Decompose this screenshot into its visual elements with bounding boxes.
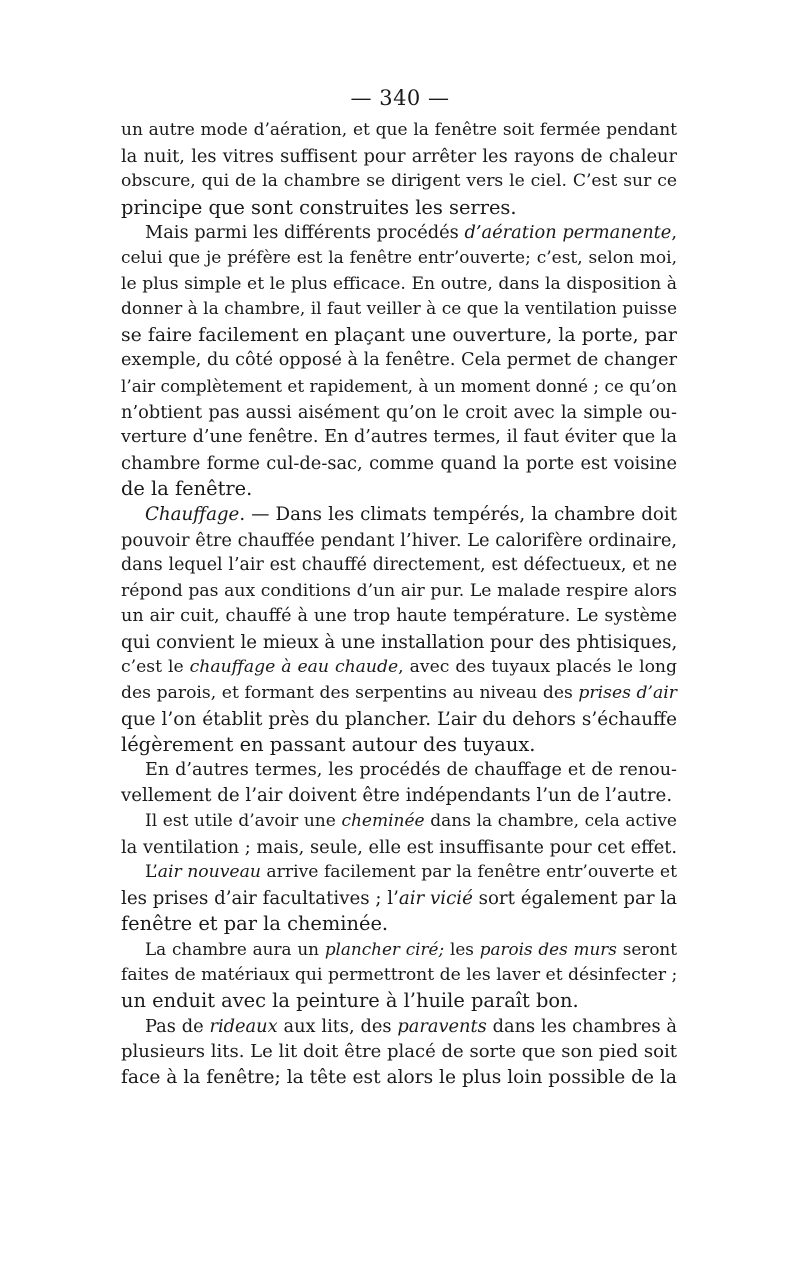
italic-text: cheminée: [341, 811, 425, 832]
text-run: les prises d’air facultatives ; l’: [121, 887, 399, 909]
text-line: [121, 655, 677, 681]
text-line: l’air complètement et rapidement, à un moment donné ; ce qu’on: [121, 375, 677, 396]
text-line: [121, 937, 677, 963]
text-line: fenêtre et par la cheminée.: [121, 912, 389, 936]
text-run: c’est le: [121, 657, 190, 678]
page-number: — 340 —: [350, 86, 450, 110]
italic-text: air nouveau: [157, 862, 261, 883]
text-run: dans la chambre, cela active: [424, 811, 677, 832]
text-run: Pas de: [145, 1015, 210, 1037]
text-line: légèrement en passant autour des tuyaux.: [121, 733, 536, 757]
text-line: répond pas aux conditions d’un air pur. Le malade respire alors: [121, 580, 677, 601]
text-line: n’obtient pas aussi aisément qu’on le croit avec la simple ou-: [121, 401, 677, 423]
text-line: face à la fenêtre; la tête est alors le plus loin possible de la: [121, 1066, 677, 1088]
text-line: [121, 886, 677, 912]
text-line: se faire facilement en plaçant une ouverture, la porte, par: [121, 324, 677, 346]
text-line: faites de matériaux qui permettront de les laver et désinfecter ;: [121, 964, 678, 985]
text-line: exemple, du côté opposé à la fenêtre. Cela permet de changer: [121, 350, 677, 371]
text-line: vellement de l’air doivent être indépendants l’un de l’autre.: [121, 785, 673, 807]
italic-text: prises d’air: [578, 683, 677, 704]
italic-text: rideaux: [209, 1015, 278, 1037]
text-line: un enduit avec la peinture à l’huile paraît bon.: [121, 989, 579, 1013]
text-run: aux lits, des: [277, 1015, 398, 1037]
text-line: principe que sont construites les serres.: [121, 195, 517, 219]
text-line: un air cuit, chauffé à une trop haute température. Le système: [121, 606, 677, 627]
italic-text: air vicié: [398, 887, 473, 909]
text-run: , avec des tuyaux placés le long: [398, 657, 677, 678]
text-run: La chambre aura un: [145, 939, 325, 959]
text-line: En d’autres termes, les procédés de chauffage et de renou-: [145, 759, 677, 780]
text-run: . — Dans les climats tempérés, la chambre doit: [239, 503, 677, 525]
text-run: dans les chambres à: [486, 1015, 677, 1037]
italic-text: chauffage à eau chaude: [189, 657, 399, 678]
text-line: pouvoir être chauffée pendant l’hiver. Le calorifère ordinaire,: [121, 529, 677, 551]
text-line: la nuit, les vitres suffisent pour arrêter les rayons de chaleur: [121, 145, 677, 167]
text-line: un autre mode d’aération, et que la fenêtre soit fermée pendant: [121, 120, 677, 140]
text-line: la ventilation ; mais, seule, elle est insuffisante pour cet effet.: [121, 836, 678, 858]
text-line: chambre forme cul-de-sac, comme quand la porte est voisine: [121, 452, 677, 474]
italic-text: parois des murs: [479, 939, 617, 959]
text-line: [121, 809, 677, 835]
text-line: [121, 220, 677, 246]
text-run: seront: [616, 939, 677, 959]
text-line: [121, 1014, 677, 1040]
text-run: arrive facilement par la fenêtre entr’ouverte et: [260, 862, 677, 883]
text-line: [121, 860, 677, 886]
body-text: [121, 118, 677, 1091]
text-line: de la fenêtre.: [121, 477, 253, 501]
italic-text: d’aération permanente: [464, 222, 672, 244]
text-line: [121, 681, 677, 707]
text-run: L’: [145, 862, 158, 883]
text-run: sort également par la: [472, 887, 677, 909]
text-line: que l’on établit près du plancher. L’air du dehors s’échauffe: [121, 708, 677, 730]
text-line: donner à la chambre, il faut veiller à ce que la ventilation puisse: [121, 299, 678, 320]
text-line: verture d’une fenêtre. En d’autres termes, il faut éviter que la: [121, 427, 677, 448]
text-line: [121, 502, 677, 528]
text-line: plusieurs lits. Le lit doit être placé de sorte que son pied soit: [121, 1041, 677, 1063]
text-run: Il est utile d’avoir une: [145, 811, 342, 832]
text-run: Mais parmi les différents procédés: [145, 222, 465, 244]
text-line: qui convient le mieux à une installation pour des phtisiques,: [121, 631, 678, 653]
text-line: dans lequel l’air est chauffé directement, est défectueux, et ne: [121, 555, 677, 576]
text-line: le plus simple et le plus efficace. En outre, dans la disposition à: [121, 273, 677, 294]
text-run: les: [444, 939, 480, 959]
text-run: ,: [671, 222, 677, 244]
text-line: obscure, qui de la chambre se dirigent vers le ciel. C’est sur ce: [121, 171, 677, 192]
italic-text: Chauffage: [145, 503, 240, 525]
italic-text: plancher ciré;: [324, 939, 445, 959]
italic-text: paravents: [397, 1015, 487, 1037]
text-run: des parois, et formant des serpentins au niveau des: [121, 683, 579, 704]
text-line: celui que je préfère est la fenêtre entr’ouverte; c’est, selon moi,: [121, 247, 677, 268]
